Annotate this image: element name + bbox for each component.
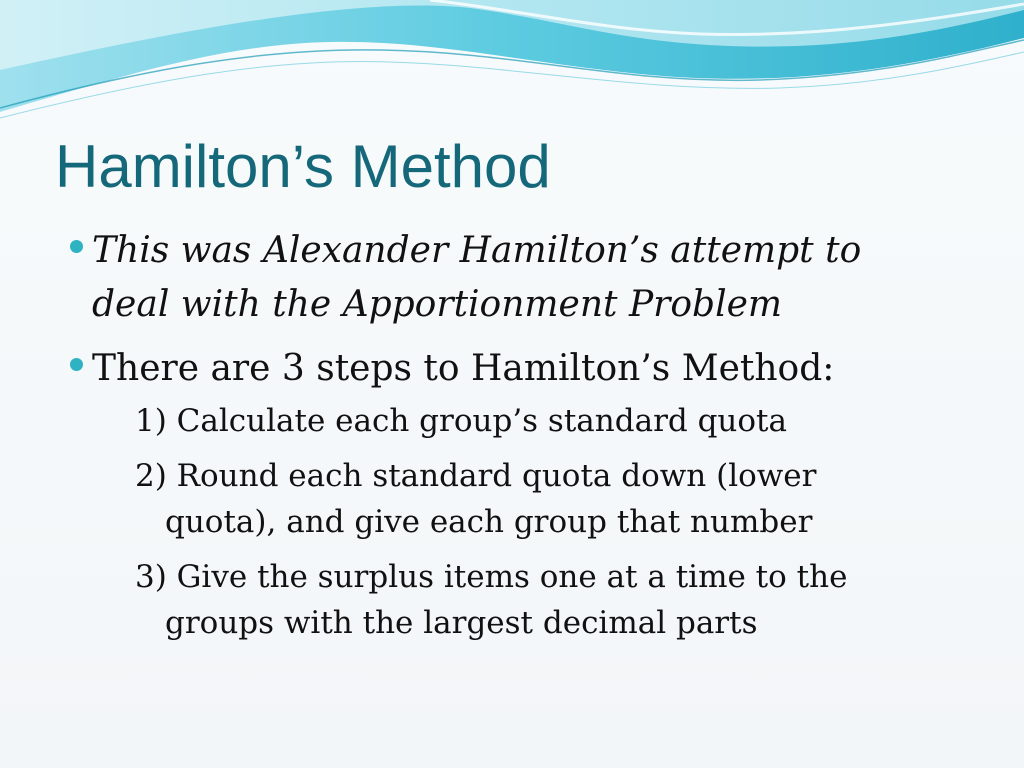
bullet-dot-icon [70, 358, 83, 371]
slide-body [62, 224, 962, 646]
bullet-text: This was Alexander Hamilton’s attempt to deal with the Apportionment Problem [92, 230, 862, 325]
steps-list [62, 398, 962, 646]
bullet-item [62, 342, 962, 396]
step-item: 3) Give the surplus items one at a time to the groups with the largest decimal parts [135, 559, 848, 641]
step-item: 1) Calculate each group’s standard quota [135, 403, 787, 439]
header-wave-decoration [0, 0, 1024, 130]
bullet-item [62, 224, 932, 332]
step-item: 2) Round each standard quota down (lower quota), and give each group that number [135, 458, 817, 540]
slide-title: Hamilton’s Method [55, 133, 551, 200]
bullet-dot-icon [70, 240, 83, 253]
bullet-text: There are 3 steps to Hamilton’s Method: [92, 348, 835, 389]
